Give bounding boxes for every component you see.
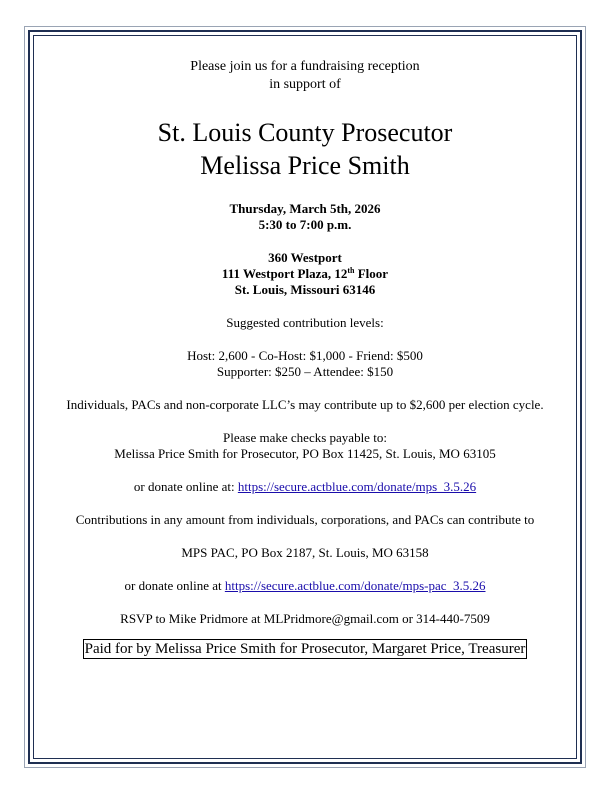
pac-contribution-note: Contributions in any amount from individuals, corporations, and PACs can contribute to (75, 512, 535, 527)
headline (34, 116, 576, 182)
intro-line-2: in support of (269, 77, 341, 92)
campaign-donate-link[interactable]: https://secure.actblue.com/donate/mps_3.5.26 (237, 479, 477, 494)
headline-title: St. Louis County Prosecutor (157, 118, 453, 147)
venue-address-part2: Floor (354, 266, 389, 281)
intro-line-1: Please join us for a fundraising reception (190, 59, 420, 74)
event-time: 5:30 to 7:00 p.m. (258, 217, 352, 232)
disclaimer-wrap (34, 639, 576, 659)
venue-name: 360 Westport (268, 250, 342, 265)
event-date: Thursday, March 5th, 2026 (229, 201, 381, 216)
contribution-amounts-line-1: Host: 2,600 - Co-Host: $1,000 - Friend: $500 (187, 348, 423, 363)
donate-online-pac (34, 578, 576, 594)
venue-address (34, 266, 576, 282)
pac-donate-link[interactable]: https://secure.actblue.com/donate/mps-pac_3.5.26 (224, 578, 486, 593)
contribution-limit-note: Individuals, PACs and non-corporate LLC’s may contribute up to $2,600 per election cycle. (66, 397, 544, 412)
venue-address-part1: 111 Westport Plaza, 12 (221, 266, 348, 281)
contribution-amounts-line-2: Supporter: $250 – Attendee: $150 (216, 364, 394, 379)
contribution-amounts (34, 348, 576, 380)
headline-candidate: Melissa Price Smith (200, 151, 410, 180)
checks-block (34, 430, 576, 462)
invitation-content (34, 58, 576, 659)
checks-heading: Please make checks payable to: (223, 430, 387, 445)
donate-online-campaign (34, 479, 576, 495)
event-date-block (34, 201, 576, 233)
pac-address: MPS PAC, PO Box 2187, St. Louis, MO 63158 (181, 545, 429, 560)
rsvp-line: RSVP to Mike Pridmore at MLPridmore@gmail.com or 314-440-7509 (120, 611, 490, 626)
venue-address-suffix: th (347, 266, 355, 275)
checks-address: Melissa Price Smith for Prosecutor, PO Box 11425, St. Louis, MO 63105 (114, 446, 496, 461)
event-venue-block (34, 250, 576, 298)
donate-online-pac-prefix: or donate online at (124, 578, 225, 593)
paid-for-disclaimer: Paid for by Melissa Price Smith for Prosecutor, Margaret Price, Treasurer (84, 641, 526, 657)
venue-city: St. Louis, Missouri 63146 (234, 282, 376, 297)
contribution-levels-heading: Suggested contribution levels: (226, 315, 384, 330)
donate-online-campaign-prefix: or donate online at: (133, 479, 238, 494)
